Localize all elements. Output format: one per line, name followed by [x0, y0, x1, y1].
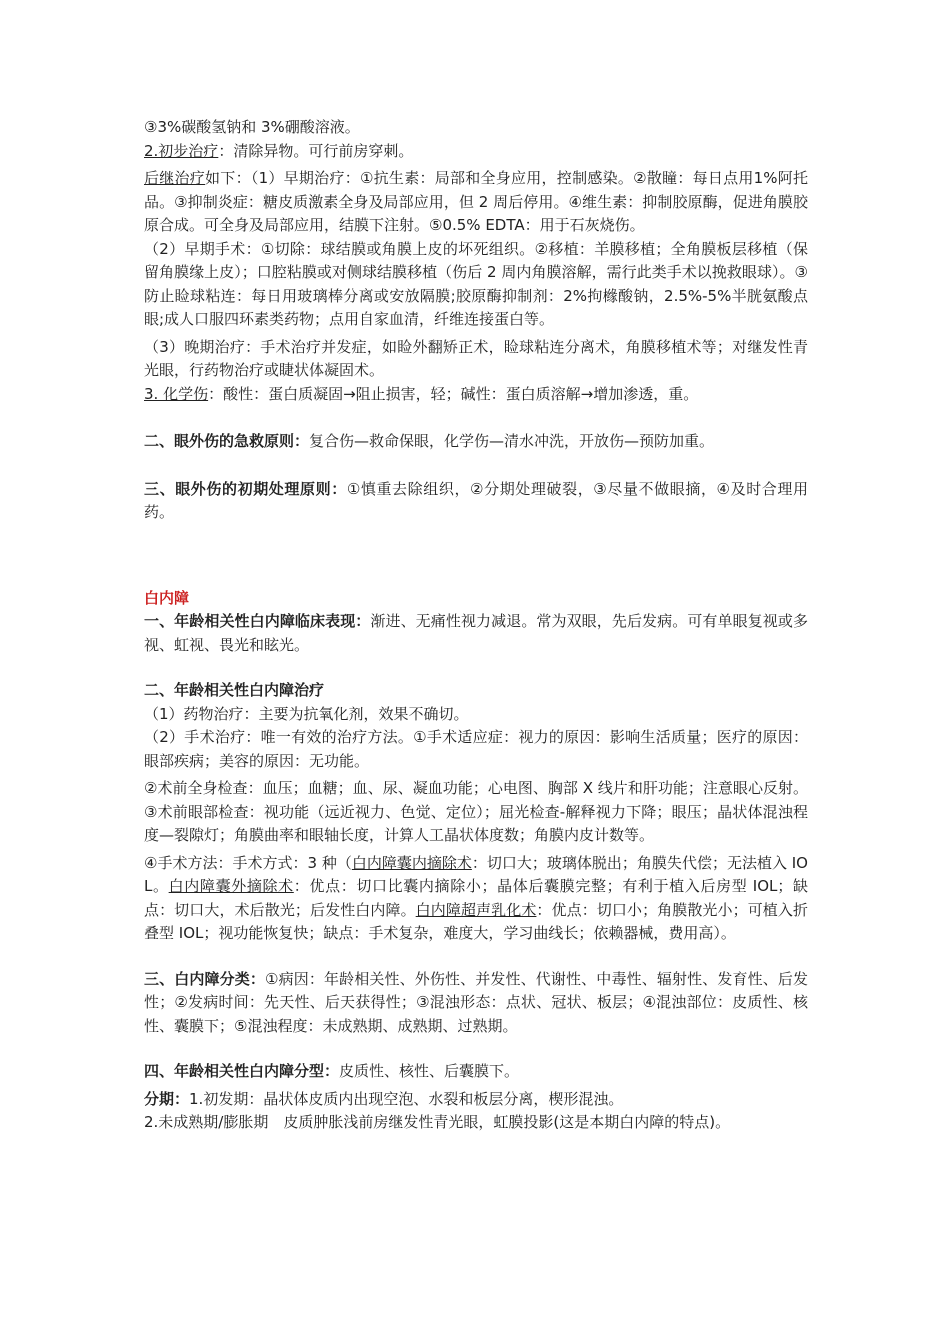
bold-heading: 三、眼外伤的初期处理原则： [144, 479, 347, 498]
text: ①慎重去除组织，②分期处理破裂，③尽量不做眼摘，④及时合理用药。 [144, 479, 808, 521]
text: 如下：（1）早期治疗：①抗生素：局部和全身应用，控制感染。②散瞳：每日点用1%阿托品。③抑制炎症：糖皮质激素全身及局部应用，但 2 周后停用。④维生素：抑制胶原酶，促进角膜胶原合成。可全身及局部应用，结膜下注射。⑤0.5% EDTA：用于石灰烧伤。 [144, 169, 808, 234]
paragraph-surgical-treatment [144, 726, 808, 773]
paragraph-clinical-manifestation [144, 610, 808, 657]
bold-heading: 四、年龄相关性白内障分型： [144, 1062, 340, 1080]
subheading-cataract-treatment: 二、年龄相关性白内障治疗 [144, 681, 325, 699]
document-body [144, 116, 808, 1135]
paragraph-drug-treatment [144, 703, 808, 727]
text: ：酸性：蛋白质凝固→阻止损害，轻；碱性：蛋白质溶解→增加渗透，重。 [208, 384, 699, 403]
paragraph-early-surgery [144, 238, 808, 332]
bold-heading: 二、眼外伤的急救原则： [144, 432, 310, 450]
text: （3）晚期治疗：手术治疗并发症，如睑外翻矫正术，睑球粘连分离术，角膜移植术等；对继发性青光眼，行药物治疗或睫状体凝固术。 [144, 337, 808, 379]
paragraph-immature-stage [144, 1111, 808, 1135]
paragraph-late-treatment [144, 336, 808, 383]
bold-heading: 一、年龄相关性白内障临床表现： [144, 612, 371, 630]
text: （2）早期手术：①切除：球结膜或角膜上皮的坏死组织。②移植：羊膜移植；全角膜板层移植（保留角膜缘上皮）；口腔粘膜或对侧球结膜移植（伤后 2 周内角膜溶解，需行此类手术以挽救眼球）。③防止睑球粘连：每日用玻璃棒分离或安放隔膜;胶原酶抑制剂：2%拘橼酸钠，2.5%-5%半胱氨酸点眼;成人口服四环素类药物；点用自家血清，纤维连接蛋白等。 [144, 239, 808, 328]
paragraph-solution [144, 116, 808, 140]
text: ：优点：切口比囊内摘除小；晶体后囊膜完整；有利于植入后房型 IOL；缺点：切口大，术后散光；后发性白内障。 [144, 877, 808, 919]
text: ①病因：年龄相关性、外伤性、并发性、代谢性、中毒性、辐射性、发育性、后发性；②发病时间：先天性、后天获得性；③混浊形态：点状、冠状、板层；④混浊部位：皮质性、核性、囊膜下；⑤混浊程度：未成熟期、成熟期、过熟期。 [144, 969, 808, 1035]
paragraph-stages [144, 1088, 808, 1112]
text: ④手术方法：手术方式：3 种（ [144, 853, 352, 872]
text: 2.未成熟期/膨胀期 皮质肿胀浅前房继发性青光眼，虹膜投影(这是本期白内障的特点)。 [144, 1113, 731, 1131]
text: （2）手术治疗：唯一有效的治疗方法。①手术适应症：视力的原因：影响生活质量；医疗的原因：眼部疾病；美容的原因：无功能。 [144, 728, 808, 770]
underlined-term: 3. 化学伤 [144, 384, 209, 403]
text: 1.初发期：晶状体皮质内出现空泡、水裂和板层分离，楔形混浊。 [189, 1089, 624, 1108]
paragraph-cataract-types [144, 1060, 808, 1084]
text: ：切口大；玻璃体脱出；角膜失代偿；无法植入 IOL。 [144, 853, 808, 895]
text: ：清除异物。可行前房穿刺。 [218, 141, 414, 160]
text: ③3%碳酸氢钠和 3%硼酸溶液。 [144, 118, 360, 136]
text: 复合伤—救命保眼，化学伤—清水冲洗，开放伤—预防加重。 [309, 432, 715, 450]
underlined-term: 白内障囊外摘除术 [168, 877, 294, 895]
text: ：优点：切口小；角膜散光小；可植入折叠型 IOL；视功能恢复快；缺点：手术复杂，难度大，学习曲线长；依赖器械，费用高）。 [144, 900, 808, 942]
bold-heading: 三、白内障分类： [144, 969, 266, 988]
paragraph-initial-principle [144, 478, 808, 525]
paragraph-preop-exam [144, 777, 808, 848]
bold-heading: 分期： [144, 1089, 190, 1108]
underlined-term: 后继治疗 [144, 169, 206, 187]
section-heading-cataract: 白内障 [144, 588, 190, 607]
paragraph-follow-up-treatment [144, 167, 808, 238]
text: 渐进、无痛性视力减退。常为双眼，先后发病。可有单眼复视或多视、虹视、畏光和眩光。 [144, 612, 808, 654]
text: ②术前全身检查：血压；血糖；血、尿、凝血功能；心电图、胸部 X 线片和肝功能；注意眼心反射。③术前眼部检查：视功能（远近视力、色觉、定位）；屈光检查-解释视力下降；眼压；晶状体混浊程度—裂隙灯；角膜曲率和眼轴长度，计算人工晶状体度数；角膜内皮计数等。 [144, 779, 808, 844]
paragraph-cataract-classification [144, 968, 808, 1039]
underlined-term: 白内障囊内摘除术 [351, 853, 472, 872]
text: （1）药物治疗：主要为抗氧化剂，效果不确切。 [144, 704, 469, 723]
text: 皮质性、核性、后囊膜下。 [339, 1062, 520, 1080]
paragraph-surgical-methods [144, 852, 808, 946]
paragraph-initial-treatment [144, 140, 808, 164]
paragraph-first-aid-principle [144, 430, 808, 454]
underlined-term: 2.初步治疗 [144, 141, 219, 160]
underlined-term: 白内障超声乳化术 [415, 900, 537, 919]
paragraph-chemical-injury [144, 383, 808, 407]
